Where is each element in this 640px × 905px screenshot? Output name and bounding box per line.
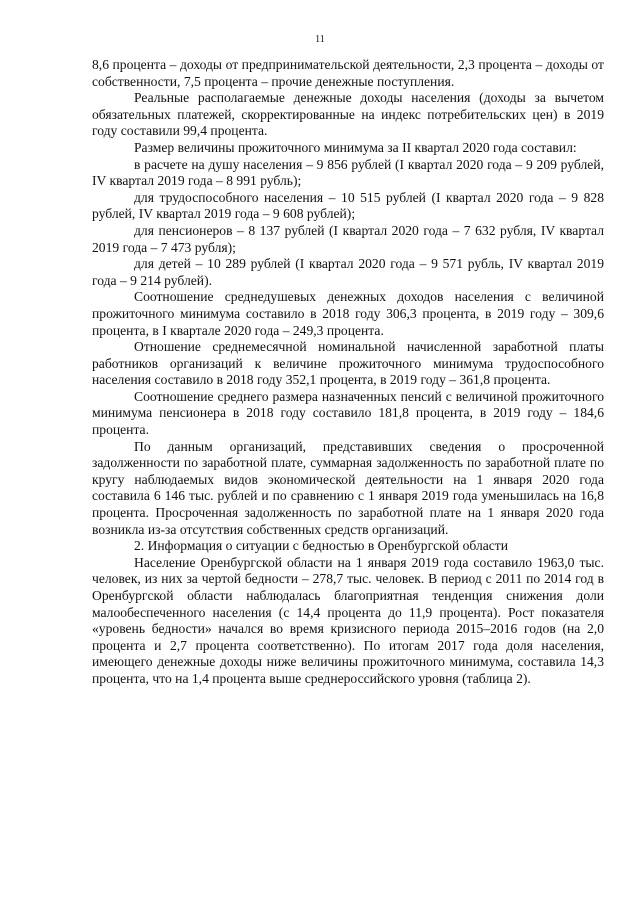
- paragraph-income-ratio: Соотношение среднедушевых денежных доходов населения с величиной прожиточного минимума составило в 2018 году 306,3 процента, в 2019 году – 309,6 процента, в I квартале 2020 года – 249,3 процента.: [92, 289, 604, 338]
- paragraph-pension-ratio: Соотношение среднего размера назначенных пенсий с величиной прожиточного минимума пенсионера в 2018 году составило 181,8 процента, в 2019 году – 184,6 процента.: [92, 388, 604, 438]
- page-number: 11: [315, 34, 325, 45]
- paragraph-wage-arrears: По данным организаций, представивших сведения о просроченной задолженности по заработной плате, суммарная задолженность по заработной плате по кругу наблюдаемых видов экономической деятельности на 1 января 2020 года составила 6 146 тыс. рублей и по сравнению с 1 января 2019 года уменьшилась на 16,8 процента. Просроченная задолженность по заработной плате на 1 января 2020 года возникла из-за отсутствия собственных средств организаций.: [92, 438, 604, 537]
- paragraph-subsistence-intro: Размер величины прожиточного минимума за II квартал 2020 года составил:: [134, 139, 577, 155]
- paragraph-real-income: Реальные располагаемые денежные доходы населения (доходы за вычетом обязательных платежей, скорректированные на индекс потребительских цен) в 2019 году составили 99,4 процента.: [92, 90, 604, 139]
- document-body: [92, 57, 604, 688]
- paragraph-poverty: Население Оренбургской области на 1 января 2019 года составило 1963,0 тыс. человек, из них за чертой бедности – 278,7 тыс. человек. В период с 2011 по 2014 год в Оренбургской области наблюдалась благоприятная тенденция снижения доли малообеспеченного населения (с 14,4 процента до 11,9 процента). Рост показателя «уровень бедности» начался во время кризисного периода 2015–2016 годов (на 2,0 процента и 2,7 процента соответственно). По итогам 2017 года доля населения, имеющего денежные доходы ниже величины прожиточного минимума, составила 14,3 процента, что на 1,4 процента выше среднероссийского уровня (таблица 2).: [92, 554, 604, 686]
- paragraph-children: для детей – 10 289 рублей (I квартал 2020 года – 9 571 рубль, IV квартал 2019 года – 9 214 рублей).: [92, 256, 604, 288]
- paragraph-wage-ratio: Отношение среднемесячной номинальной начисленной заработной платы работников организаций к величине прожиточного минимума трудоспособного населения составило в 2018 году 352,1 процента, в 2019 году – 361,8 процента.: [92, 339, 604, 388]
- paragraph-working-age: для трудоспособного населения – 10 515 рублей (I квартал 2020 года – 9 828 рублей, IV квартал 2019 года – 9 608 рублей);: [92, 189, 604, 222]
- paragraph-income-structure: 8,6 процента – доходы от предпринимательской деятельности, 2,3 процента – доходы от собственности, 7,5 процента – прочие денежные поступления.: [92, 57, 604, 89]
- section-heading-poverty: 2. Информация о ситуации с бедностью в Оренбургской области: [134, 538, 509, 554]
- paragraph-per-capita: в расчете на душу населения – 9 856 рублей (I квартал 2020 года – 9 209 рублей, IV квартал 2019 года – 8 991 рубль);: [92, 156, 604, 189]
- paragraph-pensioners: для пенсионеров – 8 137 рублей (I квартал 2020 года – 7 632 рубля, IV квартал 2019 года – 7 473 рубля);: [92, 222, 604, 255]
